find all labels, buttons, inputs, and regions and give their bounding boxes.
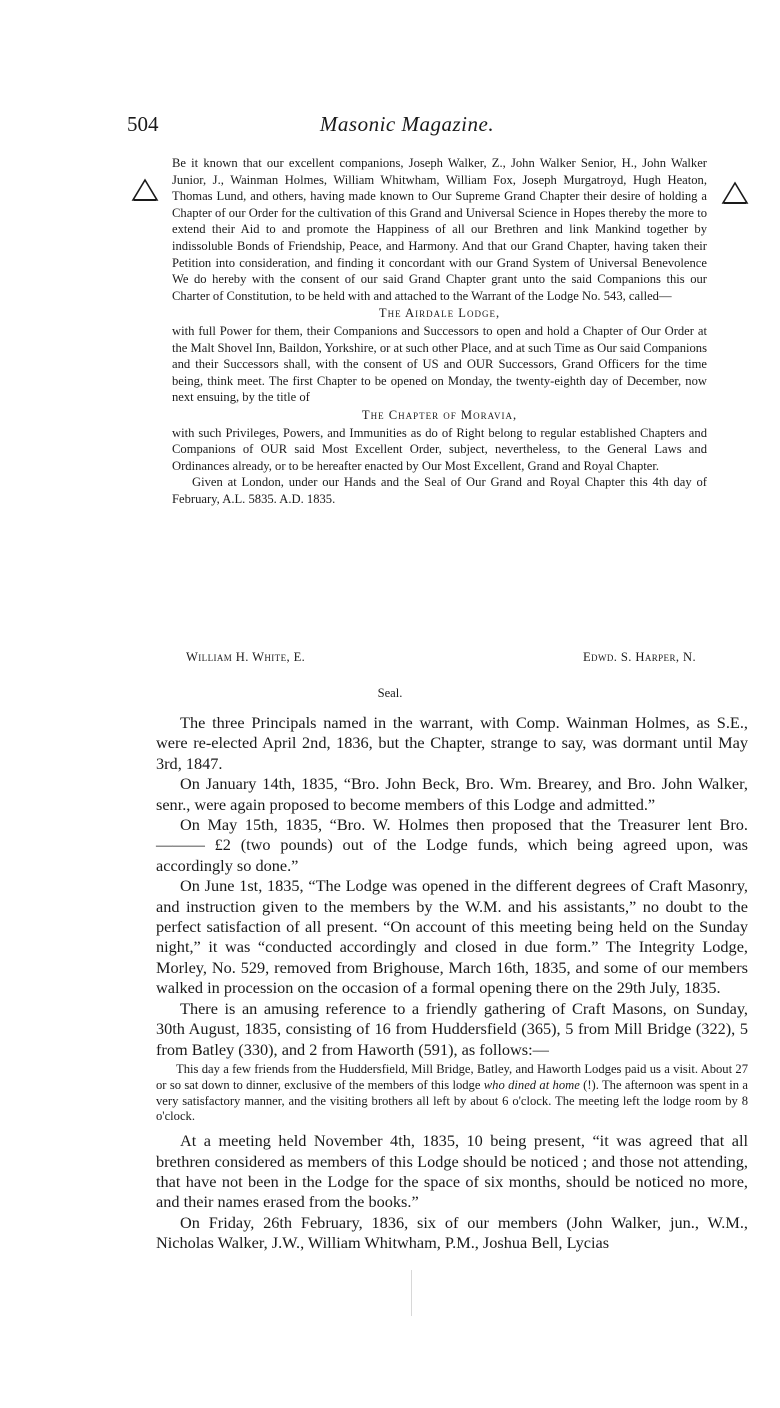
quote-text: (!). The afternoon was spent in a very satisfactory manner, and the visiting brothers all left by about 6 o'clock. The meeting left the lodge room by 8 o'clock. [156, 1077, 748, 1124]
signature-right: Edwd. S. Harper, N. [582, 650, 696, 664]
charter-text [172, 155, 707, 507]
quote-emphasis: who dined at home [483, 1077, 580, 1092]
chapter-name: The Chapter of Moravia, [361, 407, 518, 422]
charter-paragraph: Given at London, under our Hands and the Seal of Our Grand and Royal Chapter this 4th day of February, A.L. 5835. A.D. 1835. [172, 475, 707, 506]
seal-label: Seal. [377, 686, 403, 700]
block-quote [156, 1062, 748, 1125]
triangle-icon [131, 178, 159, 202]
body-paragraph: The three Principals named in the warrant, with Comp. Wainman Holmes, as S.E., were re-elected April 2nd, 1836, but the Chapter, strange to say, was dormant until May 3rd, 1847. [156, 713, 748, 773]
running-title: Masonic Magazine. [319, 112, 495, 136]
article-body [156, 713, 748, 1254]
body-paragraph: On June 1st, 1835, “The Lodge was opened in the different degrees of Craft Masonry, and instruction given to the members by the W.M. and his assistants,” no doubt to the perfect satisfaction of all present. “On account of this meeting being held on the Sunday night,” it was “conducted accordingly and closed in due form.” The Integrity Lodge, Morley, No. 529, removed from Brighouse, March 16th, 1835, and some of our members walked in procession on the occasion of a formal opening there on the 29th July, 1835. [156, 876, 748, 998]
lodge-name: The Airdale Lodge, [378, 306, 501, 321]
signature-left: William H. White, E. [186, 650, 306, 664]
body-paragraph: On May 15th, 1835, “Bro. W. Holmes then proposed that the Treasurer lent Bro. ——— £2 (two pounds) out of the Lodge funds, which being agreed upon, was accordingly so done.” [156, 815, 748, 875]
body-paragraph: There is an amusing reference to a friendly gathering of Craft Masons, on Sunday, 30th August, 1835, consisting of 16 from Huddersfield (365), 5 from Mill Bridge (322), 5 from Batley (330), and 2 from Haworth (591), as follows:— [156, 998, 748, 1059]
page-number: 504 [127, 112, 159, 136]
body-paragraph: At a meeting held November 4th, 1835, 10 being present, “it was agreed that all brethren considered as members of this Lodge should be noticed ; and those not attending, that have not been in the Lodge for the space of six months, should be noticed no more, and their names erased from the books.” [156, 1131, 748, 1212]
print-mark [411, 1270, 412, 1316]
charter-paragraph: Be it known that our excellent companions, Joseph Walker, Z., John Walker Senior, H., John Walker Junior, J., Wainman Holmes, William Whitwham, William Fox, Joseph Murgatroyd, Hugh Heaton, Thomas Lund, and others, having made known to Our Supreme Grand Chapter their desire of holding a Chapter of our Order for the cultivation of this Grand and Universal Science in Hopes thereby the more to extend their Aid to and promote the Happiness of all our Brethren and link Mankind together by indissoluble Bonds of Friendship, Peace, and Harmony. And that our Grand Chapter, having taken their Petition into consideration, and finding it concordant with our Grand System of Universal Benevolence We do hereby with the consent of our said Grand Chapter grant unto the said Companions this our Charter of Constitution, to be held with and attached to the Warrant of the Lodge No. 543, called— [172, 156, 707, 303]
quote-text: This day a few friends from the Huddersfield, Mill Bridge, Batley, and Haworth Lodges paid us a visit. About 27 or so sat down to dinner, exclusive of the members of this lodge [156, 1061, 748, 1092]
triangle-icon [721, 181, 749, 205]
charter-paragraph: with full Power for them, their Companions and Successors to open and hold a Chapter of Our Order at the Malt Shovel Inn, Baildon, Yorkshire, or at such other Place, and at such Time as Our said Companions and their Successors shall, with the consent of US and OUR Successors, Grand Officers for the time being, think meet. The first Chapter to be opened on Monday, the twenty-eighth day of December, now next ensuing, by the title of [172, 323, 707, 405]
charter-paragraph: with such Privileges, Powers, and Immunities as do of Right belong to regular established Chapters and Companions of OUR said Most Excellent Order, subject, nevertheless, to the General Laws and Ordinances already, or to be hereafter enacted by Our Most Excellent, Grand and Royal Chapter. [172, 425, 707, 473]
page-header [127, 112, 687, 142]
body-paragraph: On Friday, 26th February, 1836, six of our members (John Walker, jun., W.M., Nicholas Walker, J.W., William Whitwham, P.M., Joshua Bell, Lycias [156, 1212, 748, 1253]
body-paragraph: On January 14th, 1835, “Bro. John Beck, Bro. Wm. Brearey, and Bro. John Walker, senr., were again proposed to become members of this Lodge and admitted.” [156, 774, 748, 814]
